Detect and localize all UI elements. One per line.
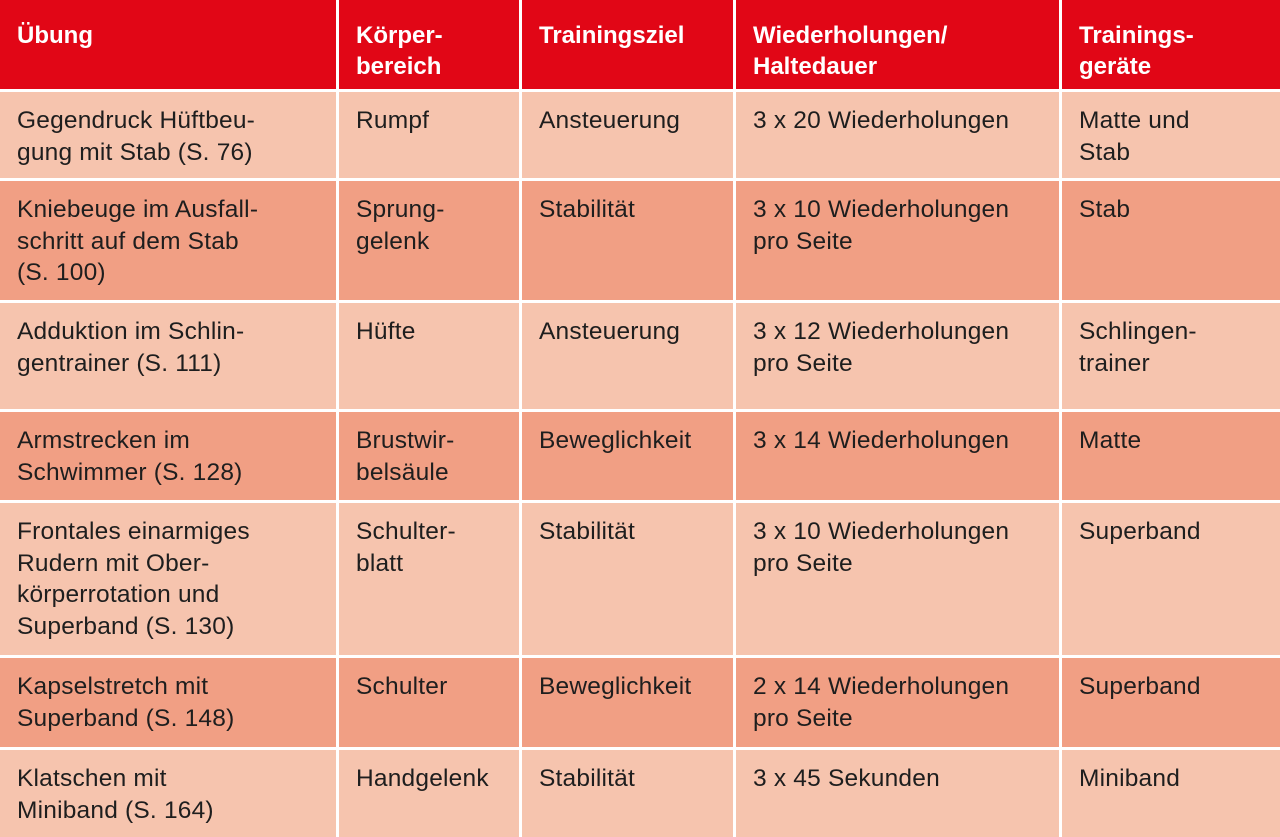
table-row: [0, 658, 1280, 750]
cell-koerperbereich: Hüfte: [339, 303, 522, 412]
cell-wiederholungen: 3 x 14 Wiederholungen: [736, 412, 1062, 503]
cell-uebung: Gegendruck Hüftbeu- gung mit Stab (S. 76): [0, 92, 339, 181]
cell-koerperbereich: Handgelenk: [339, 750, 522, 837]
cell-trainingsziel: Ansteuerung: [522, 92, 736, 181]
cell-wiederholungen: 3 x 10 Wiederholungen pro Seite: [736, 503, 1062, 658]
cell-trainingsziel: Stabilität: [522, 503, 736, 658]
cell-uebung: Frontales einarmiges Rudern mit Ober- körperrotation und Superband (S. 130): [0, 503, 339, 658]
header-uebung: Übung: [0, 0, 339, 92]
cell-trainingsgeraete: Stab: [1062, 181, 1280, 303]
header-row: [0, 0, 1280, 92]
cell-koerperbereich: Sprung- gelenk: [339, 181, 522, 303]
cell-uebung: Kniebeuge im Ausfall- schritt auf dem Stab (S. 100): [0, 181, 339, 303]
cell-trainingsziel: Beweglichkeit: [522, 412, 736, 503]
cell-trainingsgeraete: Superband: [1062, 503, 1280, 658]
cell-wiederholungen: 2 x 14 Wiederholungen pro Seite: [736, 658, 1062, 750]
cell-trainingsgeraete: Superband: [1062, 658, 1280, 750]
cell-uebung: Armstrecken im Schwimmer (S. 128): [0, 412, 339, 503]
cell-trainingsziel: Beweglichkeit: [522, 658, 736, 750]
cell-trainingsgeraete: Matte und Stab: [1062, 92, 1280, 181]
cell-trainingsziel: Ansteuerung: [522, 303, 736, 412]
cell-wiederholungen: 3 x 10 Wiederholungen pro Seite: [736, 181, 1062, 303]
table-row: [0, 503, 1280, 658]
table-row: [0, 412, 1280, 503]
cell-koerperbereich: Brustwir- belsäule: [339, 412, 522, 503]
cell-koerperbereich: Schulter- blatt: [339, 503, 522, 658]
cell-trainingsgeraete: Matte: [1062, 412, 1280, 503]
table-row: [0, 750, 1280, 837]
header-trainingsziel: Trainingsziel: [522, 0, 736, 92]
header-wiederholungen: Wiederholungen/ Haltedauer: [736, 0, 1062, 92]
cell-wiederholungen: 3 x 45 Sekunden: [736, 750, 1062, 837]
table-row: [0, 303, 1280, 412]
cell-trainingsziel: Stabilität: [522, 181, 736, 303]
header-koerperbereich: Körper- bereich: [339, 0, 522, 92]
cell-uebung: Kapselstretch mit Superband (S. 148): [0, 658, 339, 750]
cell-trainingsgeraete: Miniband: [1062, 750, 1280, 837]
cell-trainingsgeraete: Schlingen- trainer: [1062, 303, 1280, 412]
table-row: [0, 92, 1280, 181]
table-row: [0, 181, 1280, 303]
cell-wiederholungen: 3 x 20 Wiederholungen: [736, 92, 1062, 181]
header-trainingsgeraete: Trainings- geräte: [1062, 0, 1280, 92]
cell-wiederholungen: 3 x 12 Wiederholungen pro Seite: [736, 303, 1062, 412]
cell-trainingsziel: Stabilität: [522, 750, 736, 837]
cell-koerperbereich: Schulter: [339, 658, 522, 750]
cell-koerperbereich: Rumpf: [339, 92, 522, 181]
cell-uebung: Klatschen mit Miniband (S. 164): [0, 750, 339, 837]
cell-uebung: Adduktion im Schlin- gentrainer (S. 111): [0, 303, 339, 412]
